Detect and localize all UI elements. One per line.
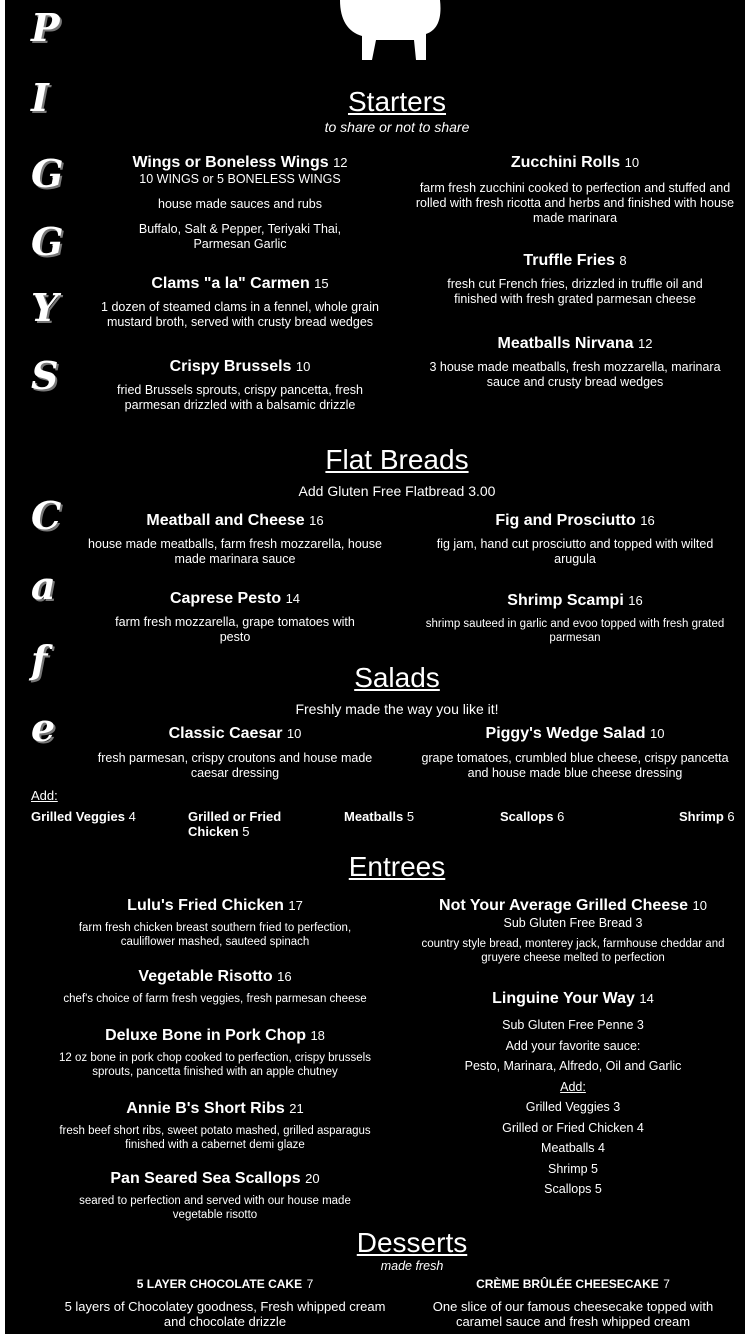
item-desc: fresh beef short ribs, sweet potato mashed, grilled asparagus finished with a cabernet demi glaze [59, 1125, 371, 1151]
menu-item [407, 154, 743, 226]
item-desc: house made meatballs, farm fresh mozzarella, house made marinara sauce [88, 537, 382, 566]
item-desc: 10 WINGS or 5 BONELESS WINGS [139, 172, 341, 186]
addon-name: Scallops [500, 809, 554, 824]
menu-item [65, 1170, 365, 1222]
item-price: 14 [285, 591, 301, 606]
side-letter: S [31, 353, 59, 398]
item-desc: house made sauces and rubs [158, 197, 322, 211]
addon-name: Grilled or Fried Chicken [188, 809, 282, 839]
addon-price: 5 [406, 809, 415, 824]
item-name: Meatballs Nirvana [497, 335, 634, 352]
item-price: 16 [640, 513, 655, 528]
item-name: Clams "a la" Carmen [151, 275, 310, 292]
addon-name: Shrimp [679, 809, 724, 824]
item-desc: seared to perfection and served with our house made vegetable risotto [79, 1195, 351, 1221]
item-price: 7 [663, 1277, 670, 1291]
item-desc: One slice of our famous cheesecake topped with caramel sauce and fresh whipped cream [432, 1299, 714, 1329]
flatbreads-subtitle: Add Gluten Free Flatbread 3.00 [298, 483, 496, 499]
item-name: Lulu's Fried Chicken [127, 897, 284, 914]
addon-price: 5 [242, 824, 250, 839]
linguine-addon: Meatballs 4 [541, 1141, 605, 1155]
item-price: 8 [619, 253, 627, 268]
menu-item [105, 590, 365, 645]
item-price: 20 [305, 1171, 320, 1186]
side-letter: e [31, 705, 56, 750]
item-name: Crispy Brussels [169, 358, 292, 375]
pig-logo-icon [330, 0, 450, 62]
menu-item [85, 725, 385, 781]
side-letter: G [31, 219, 64, 264]
item-price: 12 [638, 336, 653, 351]
menu-item [85, 154, 395, 252]
item-name: Linguine Your Way [492, 990, 635, 1007]
item-desc: 12 oz bone in pork chop cooked to perfection, crispy brussels sprouts, pancetta finished with an apple chutney [59, 1052, 371, 1078]
item-desc: 3 house made meatballs, fresh mozzarella, marinara sauce and crusty bread wedges [429, 360, 721, 389]
addon-item [679, 809, 745, 824]
side-letter: I [31, 75, 49, 120]
item-name: Truffle Fries [523, 252, 615, 269]
item-name: Piggy's Wedge Salad [485, 725, 646, 742]
salad-add-label: Add: [31, 788, 58, 803]
addon-item [344, 809, 464, 824]
item-desc: Sub Gluten Free Penne 3 [502, 1018, 644, 1032]
item-name: Deluxe Bone in Pork Chop [105, 1027, 306, 1044]
item-name: Wings or Boneless Wings [132, 154, 329, 171]
item-name: Shrimp Scampi [507, 592, 624, 609]
menu-item [425, 252, 725, 307]
starters-title: Starters [347, 86, 447, 117]
item-price: 18 [310, 1028, 325, 1043]
salads-subtitle: Freshly made the way you like it! [295, 701, 499, 717]
item-name: Annie B's Short Ribs [126, 1100, 285, 1117]
item-price: 10 [295, 359, 311, 374]
linguine-add-label: Add: [560, 1079, 586, 1094]
addon-price: 6 [727, 809, 735, 824]
item-name: Not Your Average Grilled Cheese [439, 897, 689, 914]
item-price: 10 [649, 726, 665, 741]
item-name: Zucchini Rolls [510, 154, 621, 171]
menu-item [423, 592, 727, 645]
item-price: 12 [333, 155, 348, 170]
item-desc: fried Brussels sprouts, crispy pancetta, fresh parmesan drizzled with a balsamic drizzle [117, 383, 363, 412]
menu-item [65, 897, 365, 949]
menu-item [45, 1027, 385, 1079]
entrees-title: Entrees [348, 851, 446, 882]
side-letter: a [31, 563, 56, 608]
linguine-addon: Shrimp 5 [547, 1161, 599, 1176]
linguine-addon: Scallops 5 [544, 1182, 602, 1196]
item-desc: fresh cut French fries, drizzled in truffle oil and finished with fresh grated parmesan cheese [447, 277, 703, 306]
item-desc: farm fresh mozzarella, grape tomatoes with pesto [115, 615, 355, 644]
item-price: 10 [286, 726, 302, 741]
item-desc: 1 dozen of steamed clams in a fennel, whole grain mustard broth, served with crusty bread wedges [101, 300, 379, 329]
addon-item [31, 809, 181, 824]
salads-title: Salads [354, 662, 440, 693]
side-letter: G [31, 151, 64, 196]
item-desc: grape tomatoes, crumbled blue cheese, crispy pancetta and house made blue cheese dressing [421, 751, 729, 780]
item-desc: fresh parmesan, crispy croutons and house made caesar dressing [97, 751, 373, 780]
addon-item [188, 809, 298, 839]
item-name: Caprese Pesto [169, 590, 282, 607]
item-desc: farm fresh zucchini cooked to perfection and stuffed and rolled with fresh ricotta and herbs and finished with house made marinara [415, 181, 735, 225]
addon-item [500, 809, 620, 824]
item-name: 5 LAYER CHOCOLATE CAKE [136, 1277, 303, 1291]
item-price: 10 [624, 155, 640, 170]
item-desc: fig jam, hand cut prosciutto and topped with wilted arugula [436, 537, 714, 566]
side-letter: f [31, 637, 48, 682]
menu-item [95, 358, 385, 413]
menu-item [45, 1100, 385, 1152]
item-price: 21 [289, 1101, 304, 1116]
menu-item [45, 968, 385, 1006]
menu-page [5, 0, 745, 1334]
item-price: 10 [692, 898, 707, 913]
item-sub: Sub Gluten Free Bread 3 [503, 916, 643, 930]
item-desc: Buffalo, Salt & Pepper, Teriyaki Thai, Parmesan Garlic [138, 222, 342, 251]
side-letter: C [31, 493, 62, 538]
menu-item [405, 897, 741, 965]
item-price: 16 [277, 969, 292, 984]
addon-name: Grilled Veggies [31, 809, 125, 824]
item-name: Classic Caesar [168, 725, 283, 742]
item-name: Vegetable Risotto [138, 968, 273, 985]
desserts-title: Desserts [356, 1227, 468, 1258]
item-desc: farm fresh chicken breast southern fried to perfection, cauliflower mashed, sauteed spinach [78, 922, 352, 948]
item-name: Fig and Prosciutto [495, 512, 636, 529]
addon-name: Meatballs [344, 809, 404, 824]
item-price: 16 [628, 593, 643, 608]
menu-item [425, 990, 721, 1200]
starters-subtitle: to share or not to share [324, 119, 470, 135]
item-price: 7 [306, 1277, 314, 1291]
menu-item [415, 335, 735, 390]
menu-item [85, 275, 395, 330]
menu-item [421, 725, 729, 781]
item-name: CRÈME BRÛLÉE CHEESECAKE [476, 1277, 659, 1291]
linguine-addon: Grilled or Fried Chicken 4 [502, 1120, 644, 1135]
item-desc: country style bread, monterey jack, farmhouse cheddar and gruyere cheese melted to perfection [421, 938, 725, 964]
item-desc: shrimp sauteed in garlic and evoo topped with fresh grated parmesan [425, 618, 725, 644]
menu-item [55, 1275, 395, 1329]
addon-price: 4 [128, 809, 136, 824]
item-desc: 5 layers of Chocolatey goodness, Fresh whipped cream and chocolate drizzle [64, 1299, 386, 1329]
desserts-subtitle: made fresh [380, 1259, 444, 1273]
linguine-addon: Grilled Veggies 3 [525, 1100, 621, 1114]
addon-price: 6 [557, 809, 565, 824]
item-name: Meatball and Cheese [146, 512, 305, 529]
menu-item [435, 512, 715, 567]
item-desc: chef's choice of farm fresh veggies, fresh parmesan cheese [63, 993, 367, 1005]
item-desc: Add your favorite sauce: [505, 1038, 641, 1053]
menu-item [423, 1275, 723, 1329]
item-desc: Pesto, Marinara, Alfredo, Oil and Garlic [464, 1059, 682, 1073]
item-name: Pan Seared Sea Scallops [110, 1170, 301, 1187]
menu-item [85, 512, 385, 567]
side-letter: Y [31, 285, 59, 330]
item-price: 14 [639, 991, 654, 1006]
item-price: 17 [288, 898, 303, 913]
flatbreads-title: Flat Breads [325, 444, 469, 475]
item-price: 15 [314, 276, 329, 291]
side-letter: P [31, 5, 60, 50]
item-price: 16 [309, 513, 324, 528]
